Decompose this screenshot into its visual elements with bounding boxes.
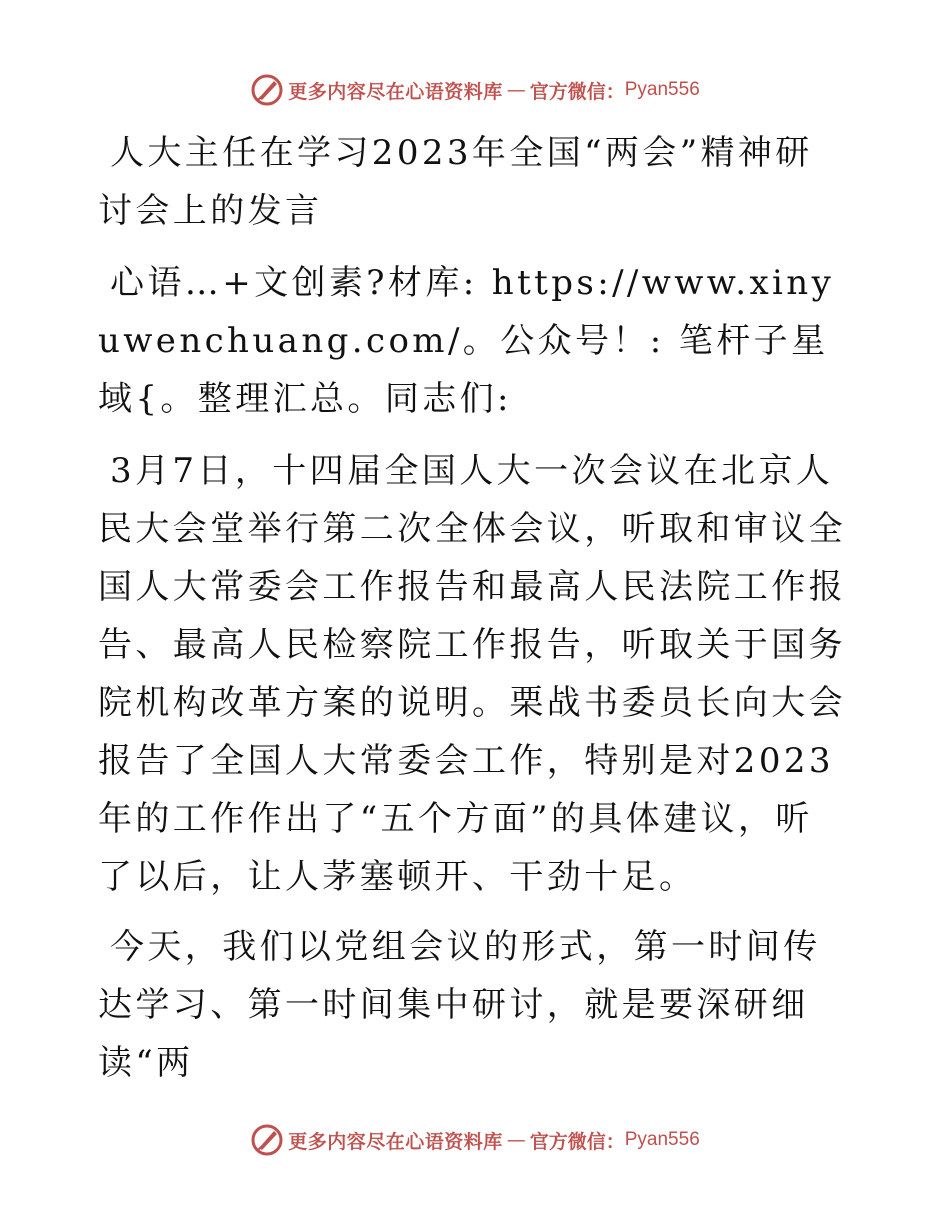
banner-separator: — xyxy=(506,79,526,101)
footer-banner xyxy=(0,1120,950,1160)
paragraph-meeting: 3月7日，十四届全国人大一次会议在北京人民大会堂举行第二次全体会议，听取和审议全国人大常委会工作报告和最高人民法院工作报告、最高人民检察院工作报告，听取关于国务院机构改革方案的说明。栗战书委员长向大会报告了全国人大常委会工作，特别是对2023年的工作作出了“五个方面”的具体建议，听了以后，让人茅塞顿开、干劲十足。 xyxy=(98,451,846,897)
banner-wechat-label: 官方微信： xyxy=(529,1130,625,1153)
header-banner xyxy=(0,70,950,110)
banner-main-text: 更多内容尽在心语资料库 xyxy=(288,1130,503,1153)
quill-pen-logo-icon xyxy=(250,1123,284,1157)
paragraph-today: 今天，我们以党组会议的形式，第一时间传达学习、第一时间集中研讨，就是要深研细读“两 xyxy=(98,927,821,1083)
paragraph-intro: 心语…+文创素?材库: https://www.xinyuwenchuang.com/。公众号！: 笔杆子星域{。整理汇总。同志们: xyxy=(98,263,835,419)
banner-wechat-id: Pyan556 xyxy=(624,1129,700,1150)
banner-wechat-label: 官方微信： xyxy=(529,80,625,103)
banner-main-text: 更多内容尽在心语资料库 xyxy=(288,80,503,103)
document-title: 人大主任在学习2023年全国“两会”精神研讨会上的发言 xyxy=(98,133,813,231)
quill-pen-logo-icon xyxy=(250,73,284,107)
document-body xyxy=(98,124,850,1104)
banner-separator: — xyxy=(506,1129,526,1151)
banner-wechat-id: Pyan556 xyxy=(624,79,700,100)
